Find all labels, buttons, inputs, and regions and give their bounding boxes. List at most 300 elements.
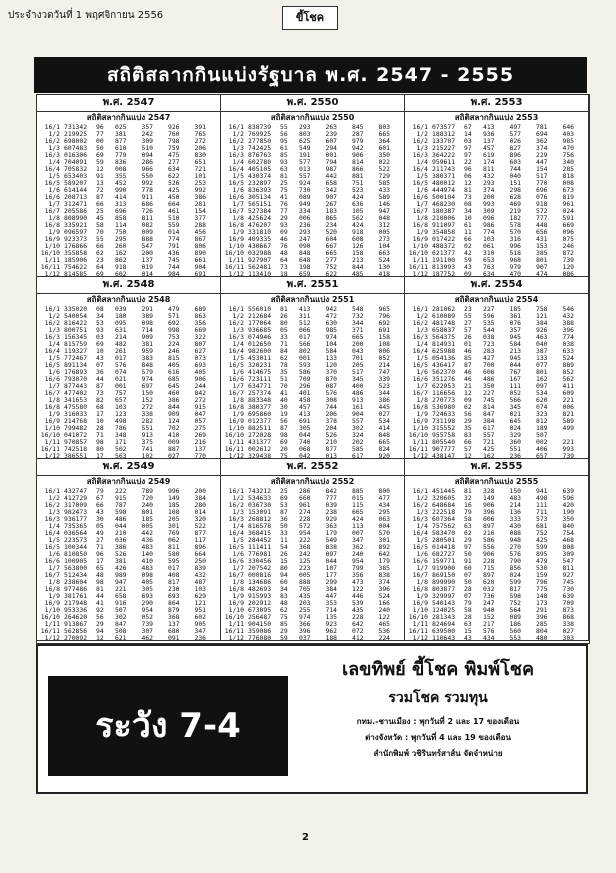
number-cell: 285 <box>562 165 575 173</box>
number-cell: 480 <box>535 634 548 641</box>
year-heading: พ.ศ. 2552 <box>221 459 404 476</box>
number-cell: 877 <box>194 529 207 537</box>
draw-date: 16/11 <box>408 263 428 271</box>
number-cell: 307 <box>141 627 154 635</box>
number-cell: 005 <box>141 522 154 530</box>
number-cell: 95 <box>280 137 288 145</box>
number-cell: 814 <box>351 158 364 166</box>
number-cell: 601 <box>378 144 391 152</box>
number-cell: 929 <box>325 515 338 523</box>
number-cell: 745 <box>482 396 495 404</box>
number-cell: 006 <box>378 347 391 355</box>
draw-date: 16/6 <box>412 557 428 565</box>
number-cell: 432 <box>562 312 575 320</box>
number-cell: 873 <box>562 606 575 614</box>
number-cell: 585 <box>351 445 364 453</box>
number-cell: 240 <box>141 501 154 509</box>
number-cell: 551 <box>509 445 522 453</box>
number-cell: 69 <box>96 340 104 348</box>
number-cell: 146 <box>378 200 391 208</box>
number-cell: 803 <box>378 123 391 131</box>
number-cell: 62 <box>464 403 472 411</box>
number-cell: 006 <box>562 403 575 411</box>
number-cell: 985 <box>562 137 575 145</box>
number-cell: 57 <box>464 326 472 334</box>
number-cell: 239 <box>325 130 338 138</box>
number-cell: 619 <box>482 151 495 159</box>
draw-date: 16/7 <box>412 389 428 397</box>
first-prize: 335020 <box>64 305 88 313</box>
first-prize: 305134 <box>248 193 272 201</box>
number-cell: 906 <box>482 550 495 558</box>
number-cell: 405 <box>141 578 154 586</box>
number-cell: 477 <box>378 494 391 502</box>
number-cell: 48 <box>96 571 104 579</box>
first-prize: 124025 <box>432 606 456 614</box>
number-cell: 36 <box>96 368 104 376</box>
number-cell: 246 <box>167 347 180 355</box>
first-prize: 648684 <box>432 501 456 509</box>
number-cell: 507 <box>535 431 548 439</box>
draw-date: 16/3 <box>44 333 60 341</box>
number-cell: 10 <box>96 347 104 355</box>
draw-date: 1/7 <box>232 200 244 208</box>
number-cell: 951 <box>194 606 207 614</box>
number-cell: 002 <box>535 438 548 446</box>
draw-date: 16/5 <box>412 543 428 551</box>
number-cell: 696 <box>535 186 548 194</box>
number-cell: 656 <box>535 228 548 236</box>
draw-date: 16/5 <box>228 361 244 369</box>
number-cell: 92 <box>96 606 104 614</box>
number-cell: 577 <box>509 130 522 138</box>
number-cell: 149 <box>167 494 180 502</box>
number-cell: 283 <box>482 347 495 355</box>
number-cell: 608 <box>351 235 364 243</box>
draw-date: 16/5 <box>228 543 244 551</box>
number-cell: 33 <box>280 529 288 537</box>
first-prize: 113410 <box>248 270 272 277</box>
number-cell: 79 <box>464 599 472 607</box>
number-cell: 69 <box>280 438 288 446</box>
first-prize: 256487 <box>248 613 272 621</box>
draw-date: 16/10 <box>224 431 244 439</box>
first-prize: 312471 <box>64 200 88 208</box>
number-cell: 413 <box>298 410 311 418</box>
number-cell: 236 <box>194 634 207 641</box>
first-prize: 073577 <box>432 123 456 131</box>
number-cell: 09 <box>464 396 472 404</box>
number-cell: 71 <box>280 340 288 348</box>
number-cell: 598 <box>114 508 127 516</box>
first-prize: 877443 <box>64 382 88 390</box>
first-prize: 614144 <box>64 186 88 194</box>
number-cell: 227 <box>482 305 495 313</box>
number-cell: 72 <box>96 186 104 194</box>
draw-date: 16/2 <box>228 501 244 509</box>
number-cell: 751 <box>351 179 364 187</box>
distributor: สำนักพิมพ์ วชิรินทร์สาส์น จัดจำหน่าย <box>373 749 503 758</box>
first-prize: 331810 <box>248 228 272 236</box>
number-cell: 43 <box>96 354 104 362</box>
number-cell: 534 <box>535 389 548 397</box>
first-prize: 187752 <box>432 270 456 277</box>
number-cell: 047 <box>194 410 207 418</box>
first-prize: 354858 <box>432 228 456 236</box>
number-cell: 502 <box>114 445 127 453</box>
first-prize: 176893 <box>64 368 88 376</box>
first-prize: 838739 <box>248 123 272 131</box>
number-cell: 507 <box>114 606 127 614</box>
number-cell: 622 <box>325 270 338 277</box>
number-cell: 350 <box>378 151 391 159</box>
number-cell: 691 <box>194 270 207 277</box>
draw-date: 16/9 <box>228 417 244 425</box>
number-cell: 48 <box>280 249 288 257</box>
number-cell: 50 <box>96 144 104 152</box>
first-prize: 754622 <box>64 263 88 271</box>
number-cell: 202 <box>351 438 364 446</box>
number-cell: 322 <box>194 333 207 341</box>
number-cell: 913 <box>141 431 154 439</box>
number-cell: 81 <box>464 487 472 495</box>
number-cell: 433 <box>378 186 391 194</box>
draw-date: 1/11 <box>412 256 428 264</box>
number-cell: 915 <box>114 494 127 502</box>
number-cell: 374 <box>535 144 548 152</box>
number-cell: 465 <box>378 620 391 628</box>
draw-date: 1/12 <box>44 634 60 641</box>
number-cell: 633 <box>562 347 575 355</box>
number-cell: 77 <box>280 207 288 215</box>
page-number: 2 <box>302 832 309 843</box>
draw-date: 16/8 <box>44 221 60 229</box>
number-cell: 124 <box>167 417 180 425</box>
number-cell: 098 <box>141 571 154 579</box>
number-cell: 697 <box>141 382 154 390</box>
number-cell: 557 <box>482 431 495 439</box>
number-cell: 040 <box>509 172 522 180</box>
number-cell: 778 <box>141 186 154 194</box>
number-cell: 340 <box>562 158 575 166</box>
number-cell: 665 <box>351 508 364 516</box>
number-cell: 49 <box>96 529 104 537</box>
number-cell: 448 <box>535 221 548 229</box>
draw-date: 1/8 <box>232 396 244 404</box>
first-prize: 936685 <box>248 326 272 334</box>
number-cell: 67 <box>464 123 472 131</box>
number-cell: 81 <box>280 172 288 180</box>
number-cell: 29 <box>464 536 472 544</box>
draw-date: 16/7 <box>44 389 60 397</box>
draw-date: 16/8 <box>412 585 428 593</box>
number-cell: 068 <box>298 445 311 453</box>
year-block <box>37 459 221 641</box>
number-cell: 51 <box>280 375 288 383</box>
number-cell: 497 <box>509 123 522 131</box>
number-cell: 562 <box>351 214 364 222</box>
number-cell: 63 <box>280 165 288 173</box>
number-cell: 726 <box>141 207 154 215</box>
number-cell: 815 <box>167 354 180 362</box>
number-cell: 909 <box>141 333 154 341</box>
draw-date: 16/7 <box>412 207 428 215</box>
draw-date: 1/6 <box>416 368 428 376</box>
number-cell: 665 <box>378 130 391 138</box>
draw-date: 1/7 <box>416 564 428 572</box>
draw-date: 1/10 <box>44 242 60 250</box>
number-cell: 63 <box>464 620 472 628</box>
number-cell: 696 <box>114 207 127 215</box>
number-cell: 152 <box>141 396 154 404</box>
number-cell: 091 <box>167 634 180 641</box>
number-cell: 777 <box>325 494 338 502</box>
number-cell: 224 <box>378 634 391 641</box>
number-cell: 004 <box>378 522 391 530</box>
number-cell: 739 <box>141 620 154 628</box>
number-cell: 812 <box>535 417 548 425</box>
first-prize: 453011 <box>248 354 272 362</box>
number-cell: 470 <box>509 270 522 277</box>
number-cell: 219 <box>509 207 522 215</box>
number-cell: 323 <box>535 410 548 418</box>
number-cell: 630 <box>325 319 338 327</box>
number-cell: 602 <box>194 613 207 621</box>
number-cell: 447 <box>325 592 338 600</box>
first-prize: 824694 <box>432 620 456 628</box>
number-cell: 309 <box>141 137 154 145</box>
number-cell: 312 <box>378 221 391 229</box>
year-subheading: สถิติสลากกินแบ่ง 2549 <box>86 477 171 486</box>
number-cell: 665 <box>325 249 338 257</box>
first-prize: 217948 <box>64 599 88 607</box>
number-cell: 739 <box>562 256 575 264</box>
number-cell: 171 <box>114 438 127 446</box>
number-cell: 915 <box>194 403 207 411</box>
first-prize: 444974 <box>432 186 456 194</box>
statistics-grid <box>36 94 590 644</box>
number-cell: 162 <box>114 249 127 257</box>
draw-date: 16/4 <box>44 347 60 355</box>
draw-date: 1/12 <box>412 634 428 641</box>
number-cell: 646 <box>562 123 575 131</box>
draw-date: 16/3 <box>44 151 60 159</box>
draw-date: 16/8 <box>44 585 60 593</box>
number-cell: 927 <box>562 571 575 579</box>
number-cell: 75 <box>280 186 288 194</box>
number-cell: 840 <box>562 522 575 530</box>
number-cell: 25 <box>280 487 288 495</box>
number-cell: 424 <box>351 193 364 201</box>
number-cell: 66 <box>464 235 472 243</box>
number-cell: 658 <box>114 592 127 600</box>
number-cell: 942 <box>325 305 338 313</box>
number-cell: 987 <box>325 165 338 173</box>
number-cell: 598 <box>509 592 522 600</box>
number-cell: 286 <box>298 487 311 495</box>
year-subheading: สถิติสลากกินแบ่ง 2552 <box>270 477 355 486</box>
draw-date: 1/6 <box>232 368 244 376</box>
first-prize: 414675 <box>248 368 272 376</box>
number-cell: 881 <box>351 172 364 180</box>
first-prize: 607483 <box>64 144 88 152</box>
number-cell: 774 <box>562 333 575 341</box>
number-cell: 896 <box>194 543 207 551</box>
number-cell: 961 <box>562 200 575 208</box>
number-cell: 043 <box>351 347 364 355</box>
number-cell: 270 <box>509 543 522 551</box>
first-prize: 982600 <box>248 347 272 355</box>
number-cell: 12 <box>464 389 472 397</box>
number-cell: 906 <box>351 151 364 159</box>
number-cell: 329 <box>509 431 522 439</box>
number-cell: 577 <box>298 158 311 166</box>
draw-date: 1/5 <box>48 354 60 362</box>
number-cell: 896 <box>509 151 522 159</box>
number-cell: 123 <box>114 410 127 418</box>
number-cell: 12 <box>464 179 472 187</box>
number-cell: 897 <box>482 522 495 530</box>
number-cell: 924 <box>298 179 311 187</box>
number-cell: 159 <box>535 571 548 579</box>
first-prize: 257374 <box>248 389 272 397</box>
first-prize: 212684 <box>248 312 272 320</box>
first-prize: 769925 <box>248 130 272 138</box>
number-cell: 673 <box>562 186 575 194</box>
number-cell: 133 <box>535 354 548 362</box>
number-cell: 596 <box>562 494 575 502</box>
draw-date: 16/6 <box>44 193 60 201</box>
number-cell: 992 <box>141 179 154 187</box>
number-cell: 260 <box>114 242 127 250</box>
number-cell: 669 <box>562 221 575 229</box>
number-cell: 074 <box>535 403 548 411</box>
number-cell: 007 <box>351 529 364 537</box>
number-cell: 665 <box>351 333 364 341</box>
number-cell: 954 <box>298 529 311 537</box>
number-cell: 801 <box>141 508 154 516</box>
number-cell: 73 <box>280 263 288 271</box>
number-cell: 470 <box>562 144 575 152</box>
draw-date: 1/2 <box>48 130 60 138</box>
first-prize: 698002 <box>64 137 88 145</box>
number-cell: 014 <box>167 228 180 236</box>
draw-date: 16/1 <box>228 305 244 313</box>
number-cell: 549 <box>298 144 311 152</box>
number-cell: 40 <box>280 396 288 404</box>
first-prize: 813993 <box>432 263 456 271</box>
first-prize: 891134 <box>64 361 88 369</box>
number-cell: 55 <box>96 235 104 243</box>
draw-date: 1/9 <box>48 228 60 236</box>
results-table <box>221 306 404 459</box>
number-cell: 536 <box>378 627 391 635</box>
number-cell: 024 <box>509 424 522 432</box>
publisher-line-1: เลขทิพย์ ขี้โชค พิมพ์โชค <box>341 659 535 680</box>
number-cell: 744 <box>167 263 180 271</box>
number-cell: 625 <box>298 137 311 145</box>
number-cell: 579 <box>141 368 154 376</box>
number-cell: 313 <box>114 200 127 208</box>
draw-date: 1/11 <box>412 620 428 628</box>
first-prize: 412729 <box>64 494 88 502</box>
number-cell: 657 <box>114 396 127 404</box>
number-cell: 17 <box>96 557 104 565</box>
first-prize: 185906 <box>64 256 88 264</box>
number-cell: 384 <box>325 585 338 593</box>
number-cell: 546 <box>562 305 575 313</box>
draw-date: 16/10 <box>40 249 60 257</box>
number-cell: 77 <box>96 130 104 138</box>
number-cell: 111 <box>535 501 548 509</box>
number-cell: 709 <box>298 375 311 383</box>
number-cell: 817 <box>509 585 522 593</box>
number-cell: 432 <box>194 571 207 579</box>
number-cell: 691 <box>298 417 311 425</box>
number-cell: 740 <box>298 438 311 446</box>
number-cell: 65 <box>96 564 104 572</box>
number-cell: 384 <box>535 319 548 327</box>
draw-date: 16/9 <box>44 235 60 243</box>
draw-date: 1/8 <box>48 396 60 404</box>
draw-date: 1/3 <box>232 144 244 152</box>
number-cell: 572 <box>298 522 311 530</box>
number-cell: 81 <box>280 305 288 313</box>
draw-date: 16/2 <box>44 501 60 509</box>
first-prize: 793070 <box>64 375 88 383</box>
number-cell: 366 <box>298 620 311 628</box>
number-cell: 81 <box>96 585 104 593</box>
number-cell: 08 <box>464 200 472 208</box>
first-prize: 625988 <box>432 347 456 355</box>
first-prize: 430667 <box>248 242 272 250</box>
number-cell: 806 <box>194 242 207 250</box>
number-cell: 001 <box>114 382 127 390</box>
draw-date: 1/3 <box>48 326 60 334</box>
number-cell: 479 <box>167 305 180 313</box>
number-cell: 052 <box>378 354 391 362</box>
draw-date: 1/12 <box>228 270 244 277</box>
number-cell: 096 <box>562 228 575 236</box>
first-prize: 368415 <box>248 529 272 537</box>
first-prize: 475580 <box>64 403 88 411</box>
first-prize: 405105 <box>248 165 272 173</box>
first-prize: 036730 <box>248 501 272 509</box>
number-cell: 986 <box>482 221 495 229</box>
number-cell: 117 <box>194 536 207 544</box>
draw-date: 16/1 <box>412 305 428 313</box>
number-cell: 005 <box>378 228 391 236</box>
draw-date: 16/8 <box>412 221 428 229</box>
year-subheading: สถิติสลากกินแบ่ง 2554 <box>454 295 539 304</box>
number-cell: 918 <box>535 200 548 208</box>
number-cell: 103 <box>482 235 495 243</box>
number-cell: 105 <box>351 207 364 215</box>
first-prize: 116656 <box>432 389 456 397</box>
number-cell: 765 <box>194 130 207 138</box>
draw-date: 1/3 <box>232 326 244 334</box>
number-cell: 044 <box>298 431 311 439</box>
draw-date: 1/7 <box>416 382 428 390</box>
number-cell: 81 <box>464 186 472 194</box>
number-cell: 348 <box>114 431 127 439</box>
first-prize: 776981 <box>248 550 272 558</box>
number-cell: 009 <box>141 228 154 236</box>
draw-date: 1/2 <box>416 312 428 320</box>
number-cell: 909 <box>167 410 180 418</box>
draw-date: 16/11 <box>408 627 428 635</box>
first-prize: 500104 <box>432 193 456 201</box>
